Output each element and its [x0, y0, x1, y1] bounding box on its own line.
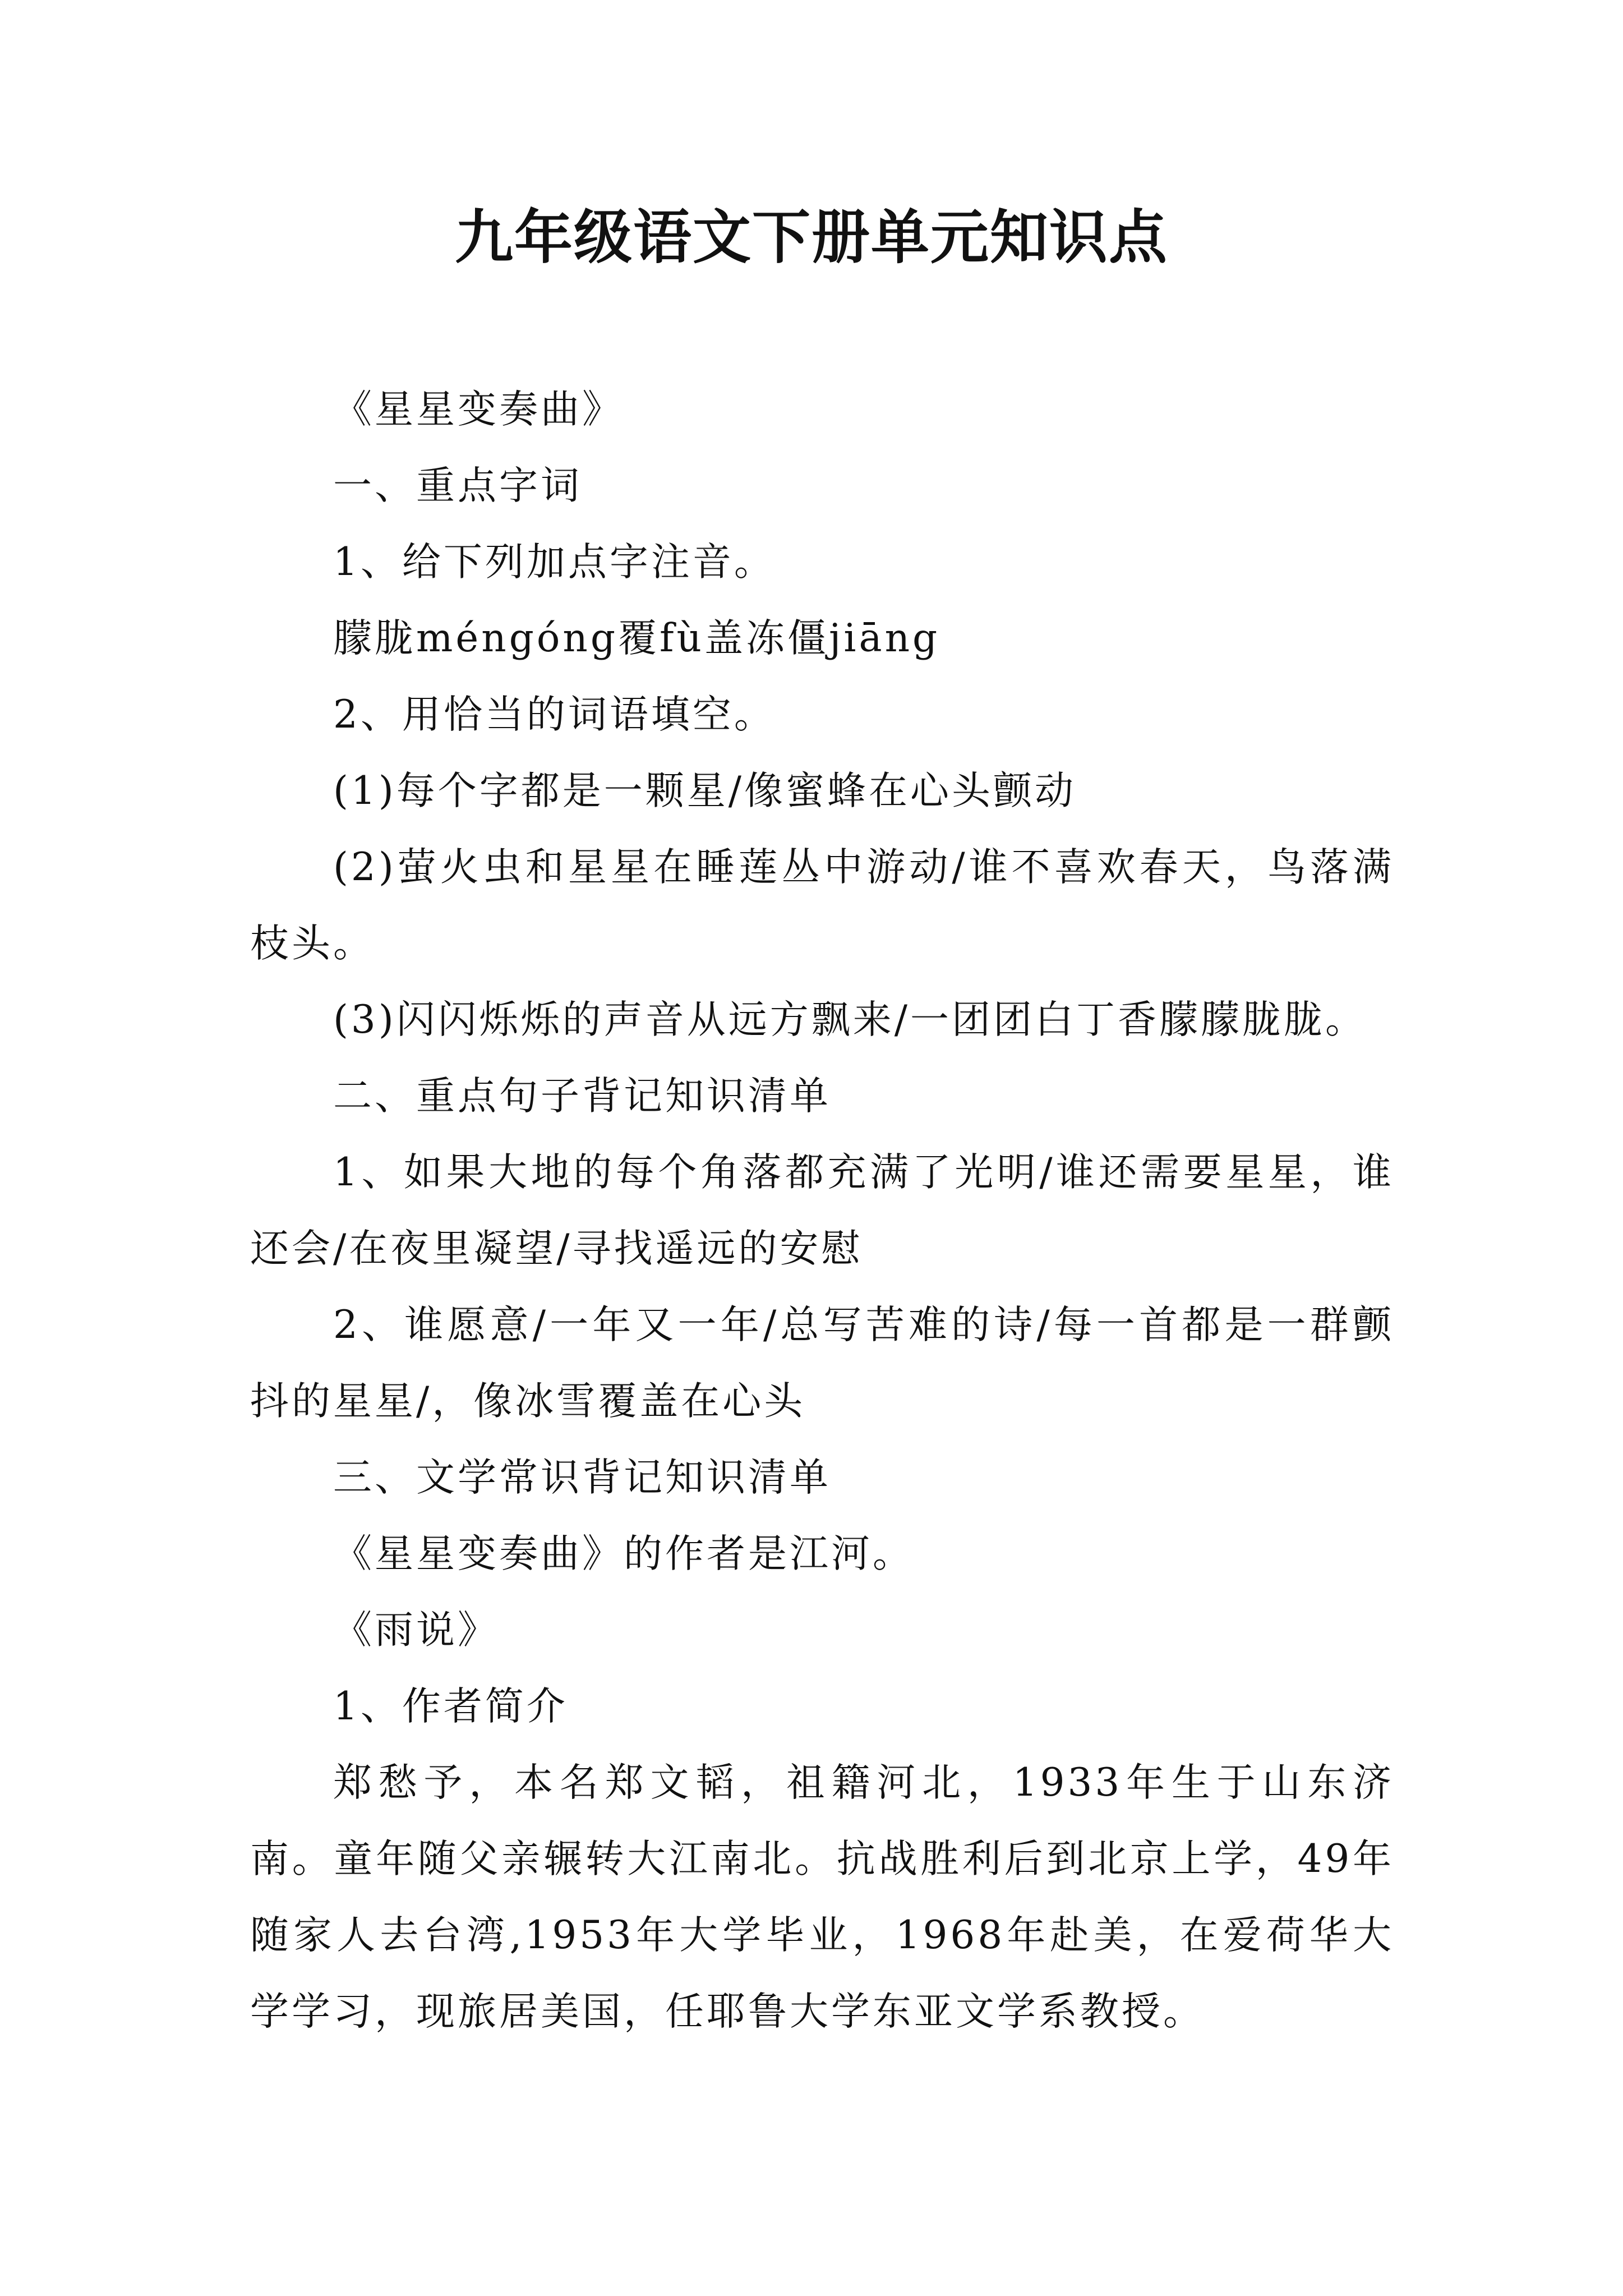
fill-answer-3: (3)闪闪烁烁的声音从远方飘来/一团团白丁香朦朦胧胧。 [333, 997, 1367, 1042]
key-sentence-2: 2、谁愿意/一年又一年/总写苦难的诗/每一首都是一群颤抖的星星/，像冰雪覆盖在心头 [250, 1303, 1394, 1424]
document-title: 九年级语文下册单元知识点 [454, 203, 1168, 272]
heading-key-words: 一、重点字词 [333, 463, 582, 508]
exercise-fill-instruction: 2、用恰当的词语填空。 [333, 692, 776, 737]
heading-literary-knowledge: 三、文学常识背记知识清单 [333, 1455, 831, 1500]
heading-author-intro: 1、作者简介 [333, 1684, 568, 1729]
section-heading-xingxing: 《星星变奏曲》 [333, 387, 624, 432]
pinyin-answers: 朦胧méngóng覆fù盖冻僵jiāng [333, 616, 940, 661]
exercise-pinyin-instruction: 1、给下列加点字注音。 [333, 540, 776, 585]
heading-key-sentences: 二、重点句子背记知识清单 [333, 1074, 831, 1119]
fill-answer-2: (2)萤火虫和星星在睡莲丛中游动/谁不喜欢春天，鸟落满枝头。 [250, 845, 1394, 966]
fill-answer-1: (1)每个字都是一颗星/像蜜蜂在心头颤动 [333, 769, 1076, 813]
document-body [250, 371, 1394, 2050]
key-sentence-1: 1、如果大地的每个角落都充满了光明/谁还需要星星，谁还会/在夜里凝望/寻找遥远的安慰 [250, 1150, 1394, 1271]
section-heading-yushuo: 《雨说》 [333, 1608, 499, 1653]
author-biography: 郑愁予，本名郑文韬，祖籍河北，1933年生于山东济南。童年随父亲辗转大江南北。抗战胜利后到北京上学，49年随家人去台湾,1953年大学毕业，1968年赴美，在爱荷华大学学习，现旅居美国，任耶鲁大学东亚文学系教授。 [250, 1760, 1394, 2034]
literary-author-note: 《星星变奏曲》的作者是江河。 [333, 1531, 914, 1576]
